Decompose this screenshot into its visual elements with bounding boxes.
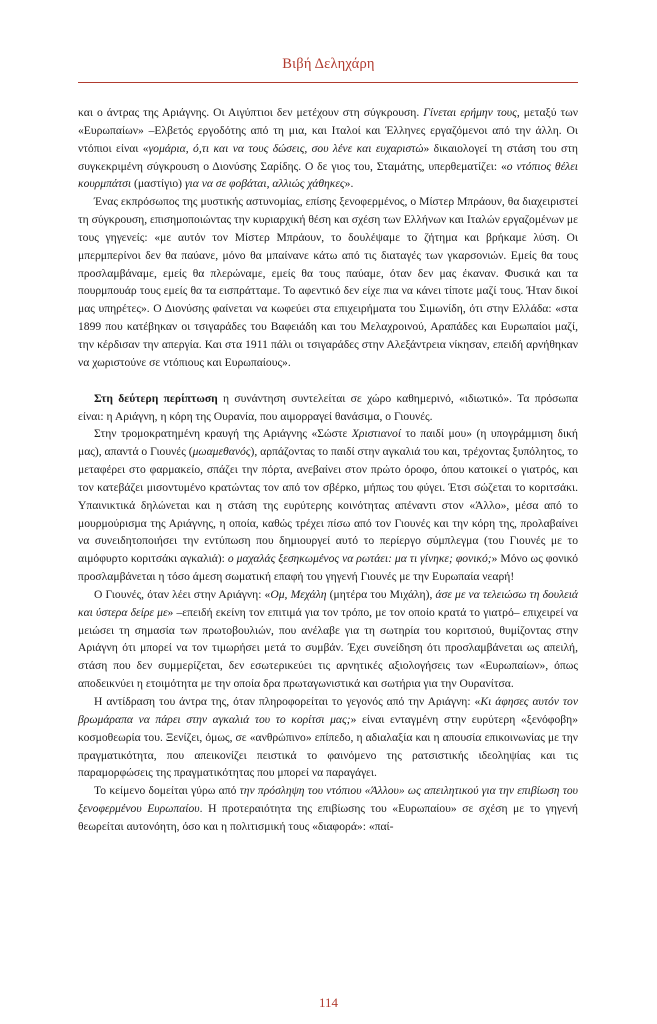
italic-text-run: μωαμεθανός <box>192 445 251 459</box>
italic-text-run: ο ντόπιος θέλει κουρμπάτσι <box>78 159 578 191</box>
text-run: (μαστίγιο) <box>131 177 185 191</box>
page-number: 114 <box>318 995 339 1010</box>
paragraph <box>78 390 578 426</box>
text-run: το παιδί μου» (η υπογράμμιση δική μας), απαντά ο Γιουνές ( <box>78 427 578 459</box>
text-run: Ο Γιουνές, όταν λέει στην Αριάγνη: « <box>94 587 271 601</box>
text-run: » είναι ενταγμένη στην ευρύτερη «ξενόφοβη» κοσμοθεωρία του. Ξενίζει, όμως, σε «ανθρώπινο» επίπεδο, η αδιαλαξία και η απουσία επικοινωνίας με την πραγματικότητα, που απεικονίζει πειστικά το φαινόμενο της ρατσιστικής ιδεοληψίας και τις παραμορφώσεις της πραγματικότητας που μπορεί να παραγάγει. <box>78 712 578 780</box>
paragraph <box>78 782 578 836</box>
italic-text-run: Ομ, Μεχάλη <box>270 587 327 601</box>
text-run: Η αντίδραση του άντρα της, όταν πληροφορείται το γεγονός από την Αριάγνη: « <box>94 695 481 708</box>
text-run: ), αρπάζοντας το παιδί στην αγκαλιά του και, τρέχοντας ξυπόλητος, το μεταφέρει στο φαρμακείο, σπάζει την πόρτα, ανεβαίνει στον πρώτο όροφο, όπου κατοικεί ο γιατρός, και τον κατεβάζει μισοντυμένο κρατώντας τον από τον σβέρκο, μήπως του φύγει. Έτσι σώζεται το κοριτσάκι. Υπαινικτικά δηλώνεται και η στάση της ευρύτερης κοινότητας απέναντι στον «Άλλο», μέσα από το μουρμούρισμα της Αριάγνης, η οποία, καθώς τρέχει πίσω από τον Γιουνές και την κόρη της, προλαβαίνει να συνειδητοποιήσει την εντύπωση που δημιουργεί αυτό το περίεργο σύμπλεγμα (του Γιουνές με το αιμόφυρτο κοριτσάκι αγκαλιά): <box>78 445 578 566</box>
text-run: » –επειδή εκείνη τον επιτιμά για τον τρόπο, με τον οποίο κρατά το γιατρό– επιχειρεί να μειώσει τη σημασία των πρωτοβουλιών, που ανέλαβε για τη σωτηρία του κοριτσιού, θυμίζοντας στην Αριάγνη ότι μπορεί να τον τιμωρήσει μετά το συμβάν. Έχει συνείδηση ότι προσλαμβάνεται ως απειλή, στάση που δεν συμμερίζεται, δεν εσωτερικεύει τις αρνητικές αξιολογήσεις των «Ευρωπαίων», όπως αποδεικνύει η ετοιμότητα με την οποία δρα πρωταγωνιστικά και σωτήρια για την Ουρανίτσα. <box>78 605 578 691</box>
text-run: » Μόνο ως φονικό προσλαμβάνεται η τόσο άμεση σωματική επαφή του γηγενή Γιουνές με την Ευρωπαία νεαρή! <box>78 552 579 584</box>
paragraph <box>78 586 578 693</box>
text-run: και ο άντρας της Αριάγνης. Οι Αιγύπτιοι δεν μετέχουν στη σύγκρουση. <box>78 106 424 119</box>
text-run: » δικαιολογεί τη στάση του στη συγκεκριμένη σύγκρουση ο Διονύσης Σαρίδης. Ο δε γιος του, Σταμάτης, υπερθεματίζει: « <box>78 141 578 173</box>
text-run: , μεταξύ των «Ευρωπαίων» –Ελβετός εργοδότης από τη μια, και Ιταλοί και Έλληνες εργαζόμενοι από την άλλη. Οι ντόπιοι είναι « <box>78 106 578 155</box>
body-text <box>78 104 578 836</box>
italic-text-run: Κι άφησες αυτόν τον βρωμάραπα να πάρει στην αγκαλιά του το κορίτσι μας; <box>78 695 578 726</box>
italic-text-run: την πρόσληψη του ντόπιου «Άλλου» ως απειλητικού για την επιβίωση του ξενοφερμένου Ευρωπαίου <box>78 784 578 816</box>
italic-text-run: ο μαχαλάς ξεσηκωμένος να ρωτάει: μα τι γίνηκε; φονικό; <box>227 552 492 566</box>
text-run: (μητέρα του Μιχάλη), <box>326 587 436 601</box>
italic-text-run: γομάρια, ό,τι και να τους δώσεις, σου λένε και ευχαριστώ <box>148 141 424 155</box>
text-run: η συνάντηση συντελείται σε χώρο καθημερινό, «ιδιωτικό». Τα πρόσωπα είναι: η Αριάγνη, η κόρη της Ουρανία, που αιμορραγεί θανάσιμα, ο Γιουνές. <box>78 391 578 423</box>
bold-text-run: Στη δεύτερη περίπτωση <box>94 391 218 405</box>
text-run: . Η προτεραιότητα της επιβίωσης του «Ευρωπαίου» σε σχέση με το γηγενή θεωρείται αυτονόητη, όσο και η πολιτισμική τους «διαφορά»: «παί- <box>78 802 578 833</box>
italic-text-run: για να σε φοβάται, αλλιώς χάθηκες <box>184 177 345 191</box>
italic-text-run: Γίνεται ερήμην τους <box>423 106 517 119</box>
text-run: Ένας εκπρόσωπος της μυστικής αστυνομίας, επίσης ξενοφερμένος, ο Μίστερ Μπράουν, θα διαχειριστεί τη σύγκρουση, επισημοποιώντας την κυριαρχική θέση και σχέση των Ελλήνων και Ιταλών εργαζομένων με τους γηγενείς: «με αυτόν τον Μίστερ Μπράουν, το δουλέψαμε το ζήτημα και βρήκαμε λύση. Οι μπερμπερίνοι δεν θα παύανε, μόνο θα μπαίνανε κάτω από τις διαταγές των γκαρσονιών. Εμείς θα τους προσλαμβάναμε, εμείς θα πλερώναμε, εμείς θα τους παύαμε, όταν δεν μας έκαναν. Φυσικά και τα πουρμπουάρ τους εμείς θα τα εισπράτταμε. Το αφεντικό δεν είχε πια να κάνει τίποτε μαζί τους. Ήταν δικοί μας υπηρέτες». Ο Διονύσης φαίνεται να κωφεύει στα επιχειρήματα του Σιμωνίδη, ότι στην Ελλάδα: «στα 1899 που κατέβηκαν οι τσιγαράδες του Βαφειάδη και του Μελαχροινού, Αραπάδες και Ευρωπαίοι μαζί, την κέρδισαν την απεργία. Και στα 1911 πάλι οι τσιγαράδες στην Αλεξάντρεια νίκησαν, επειδή αρνήθηκαν να χωριστούνε σε ντόπιους και Ευρωπαίους». <box>78 195 579 369</box>
paragraph <box>78 693 578 782</box>
paragraph <box>78 425 578 586</box>
text-run: ». <box>344 177 354 191</box>
text-run: Στην τρομοκρατημένη κραυγή της Αριάγνης «Σώστε <box>94 427 352 441</box>
header-divider <box>78 82 578 83</box>
text-run: Το κείμενο δομείται γύρω από <box>94 784 240 798</box>
paragraph <box>78 193 578 371</box>
italic-text-run: άσε με να τελειώσω τη δουλειά και ύστερα δείρε με <box>78 587 578 619</box>
italic-text-run: Χριστιανοί <box>351 427 402 441</box>
paragraph <box>78 104 578 193</box>
running-head-author: Βιβή Δεληχάρη <box>282 56 375 72</box>
